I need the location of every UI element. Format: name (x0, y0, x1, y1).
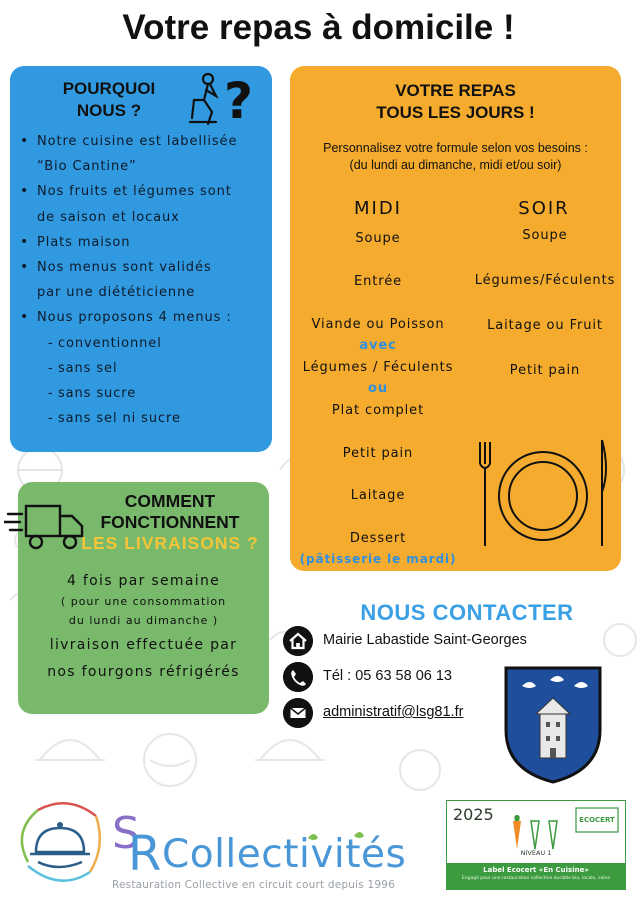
list-item: “Bio Cantine” (37, 159, 137, 175)
svg-text:?: ? (224, 72, 254, 128)
soir-item: Légumes/Féculents (474, 273, 616, 288)
soir-item: Laitage ou Fruit (487, 318, 603, 333)
contact-heading: NOUS CONTACTER (360, 600, 574, 625)
brand-tagline: Restauration Collective en circuit court depuis 1996 (112, 879, 395, 891)
label-title: Label Ecocert «En Cuisine» (483, 866, 589, 874)
delivery-line: livraison effectuée par (49, 637, 238, 653)
ecocert-label (446, 800, 626, 890)
list-item: • Plats maison (20, 230, 270, 255)
brand-wordmark: Collectivités (162, 832, 407, 877)
why-us-card (10, 66, 272, 452)
ecocert-badge-logo (575, 807, 619, 833)
delivery-card (18, 482, 269, 714)
label-subtitle: Engagé pour une restauration collective durable bio, locale, saine (461, 876, 611, 881)
intro-line2: (du lundi au dimanche, midi et/ou soir) (349, 158, 562, 172)
list-item: de saison et locaux (37, 209, 180, 225)
midi-item: Plat complet (331, 403, 425, 418)
carrot-icon (505, 815, 569, 851)
midi-item: Petit pain (342, 446, 414, 461)
soir-heading: SOIR (518, 198, 570, 219)
list-item: • Nous proposons 4 menus : (20, 305, 270, 330)
delivery-heading (76, 491, 264, 554)
label-year: 2025 (453, 805, 494, 824)
svg-text:ECOCERT: ECOCERT (579, 816, 615, 824)
why-us-heading (34, 78, 184, 122)
midi-item: Viande ou Poisson (311, 317, 445, 332)
plate-fork-knife-icon (472, 434, 614, 554)
list-item: - sans sel ni sucre (20, 406, 270, 431)
svg-text:R: R (128, 826, 162, 882)
delivery-heading-line3: LES LIVRAISONS ? (81, 533, 259, 553)
midi-item: Dessert (349, 531, 407, 546)
coat-of-arms-logo (502, 664, 604, 786)
delivery-line: du lundi au dimanche ) (68, 614, 219, 627)
contact-phone[interactable]: Tél : 05 63 58 06 13 (323, 668, 452, 684)
delivery-body (18, 570, 269, 683)
midi-note: (pâtisserie le mardi) (299, 552, 457, 566)
midi-item: Soupe (355, 231, 401, 246)
midi-heading: MIDI (353, 198, 402, 219)
list-item: • Nos fruits et légumes sont (20, 179, 270, 204)
svg-text:S: S (112, 808, 140, 859)
why-us-heading-line1: POURQUOI (62, 79, 156, 98)
list-item: - sans sucre (20, 381, 270, 406)
soir-item: Petit pain (509, 363, 581, 378)
daily-meal-card (290, 66, 621, 571)
midi-item: Légumes / Féculents (302, 360, 454, 375)
daily-meal-heading (290, 80, 621, 124)
delivery-line: nos fourgons réfrigérés (47, 664, 240, 680)
contact-email-link[interactable]: administratif@lsg81.fr (323, 704, 464, 720)
delivery-heading-line1: COMMENT (124, 491, 216, 511)
list-item: par une diététicienne (37, 285, 196, 301)
midi-connector: avec (359, 338, 397, 353)
mail-icon (283, 698, 313, 728)
soir-item: Soupe (522, 228, 568, 243)
thinking-person-icon (186, 70, 260, 128)
label-strip (447, 863, 625, 889)
cloche-logo (8, 792, 108, 892)
delivery-truck-icon (4, 500, 86, 552)
delivery-line: 4 fois par semaine (66, 573, 221, 589)
label-level: NIVEAU 1 (520, 849, 552, 857)
contact-address: Mairie Labastide Saint-Georges (323, 632, 527, 648)
midi-item: Laitage (350, 488, 406, 503)
phone-icon (283, 662, 313, 692)
daily-meal-heading-line1: VOTRE REPAS (395, 81, 516, 100)
why-us-heading-line2: NOUS ? (76, 101, 142, 120)
intro-line1: Personnalisez votre formule selon vos besoins : (323, 141, 588, 155)
delivery-line: ( pour une consommation (60, 595, 227, 608)
home-icon (283, 626, 313, 656)
delivery-heading-line2: FONCTIONNENT (100, 512, 240, 532)
list-item: • Notre cuisine est labellisée (20, 129, 270, 154)
midi-connector: ou (368, 381, 388, 396)
daily-meal-intro (290, 140, 621, 174)
list-item: - sans sel (20, 356, 270, 381)
list-item: • Nos menus sont validés (20, 255, 270, 280)
daily-meal-heading-line2: TOUS LES JOURS ! (376, 103, 535, 122)
list-item: - conventionnel (20, 331, 270, 356)
page-title: Votre repas à domicile ! (122, 8, 515, 47)
midi-item: Entrée (353, 274, 402, 289)
why-us-list (20, 129, 270, 431)
